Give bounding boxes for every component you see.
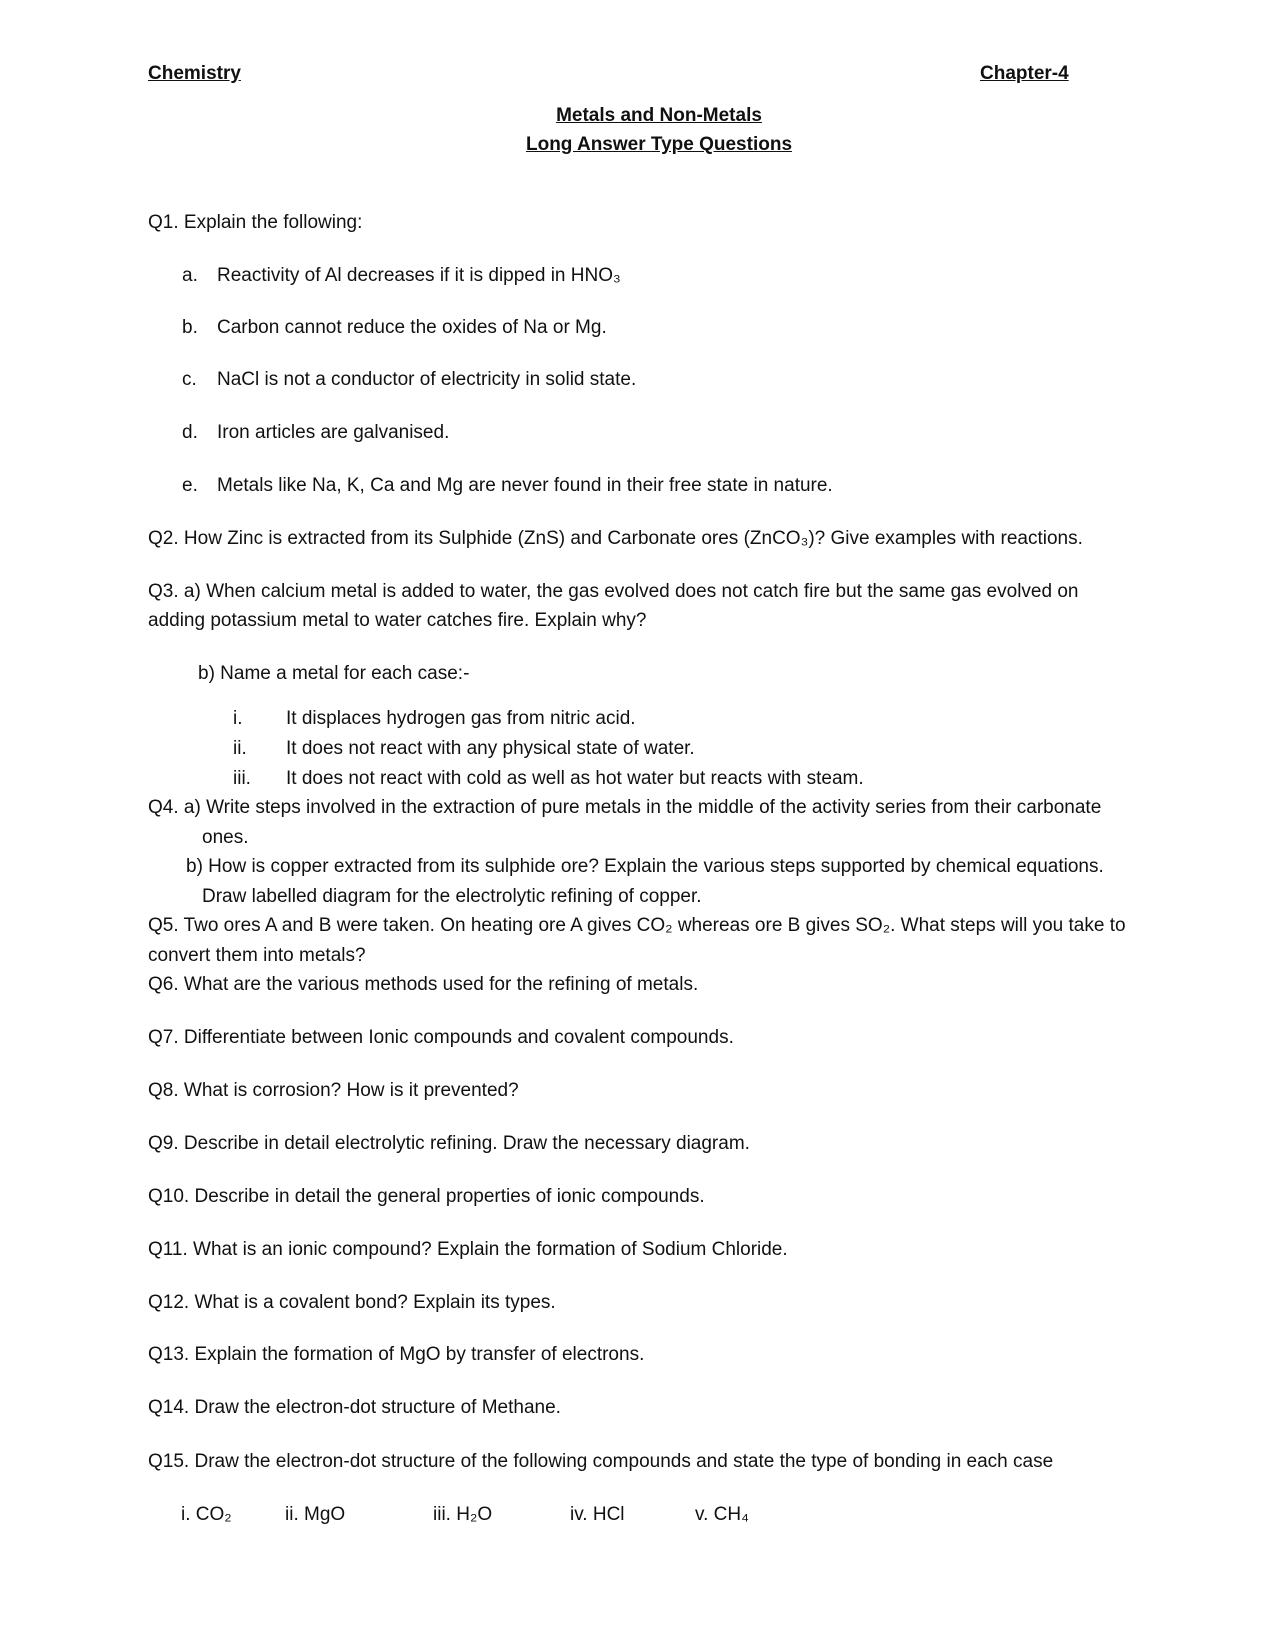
list-item: Reactivity of Al decreases if it is dipped in HNO₃ — [217, 265, 621, 286]
question-1: Q1. Explain the following: — [148, 212, 363, 233]
question-7: Q7. Differentiate between Ionic compounds and covalent compounds. — [148, 1027, 734, 1048]
question-4a-line2: ones. — [202, 827, 249, 848]
question-15: Q15. Draw the electron-dot structure of the following compounds and state the type of bonding in each case — [148, 1451, 1054, 1472]
option-item: iv. HCl — [570, 1504, 625, 1525]
question-3a-line2: adding potassium metal to water catches fire. Explain why? — [148, 610, 647, 631]
question-14: Q14. Draw the electron-dot structure of Methane. — [148, 1397, 561, 1418]
option-item: v. CH₄ — [695, 1504, 749, 1525]
question-11: Q11. What is an ionic compound? Explain the formation of Sodium Chloride. — [148, 1239, 788, 1260]
question-3b: b) Name a metal for each case:- — [198, 663, 470, 684]
list-item: It displaces hydrogen gas from nitric acid. — [286, 708, 636, 729]
list-marker: i. — [233, 708, 243, 729]
question-9: Q9. Describe in detail electrolytic refining. Draw the necessary diagram. — [148, 1133, 750, 1154]
page-subtitle: Long Answer Type Questions — [525, 134, 793, 155]
option-item: i. CO₂ — [181, 1504, 232, 1525]
list-item: NaCl is not a conductor of electricity in solid state. — [217, 369, 637, 390]
option-item: ii. MgO — [285, 1504, 346, 1525]
list-marker: ii. — [233, 738, 247, 759]
option-item: iii. H₂O — [433, 1504, 493, 1525]
question-2: Q2. How Zinc is extracted from its Sulphide (ZnS) and Carbonate ores (ZnCO₃)? Give examples with reactions. — [148, 528, 1083, 549]
list-marker: b. — [182, 317, 198, 338]
question-8: Q8. What is corrosion? How is it prevented? — [148, 1080, 519, 1101]
list-item: Iron articles are galvanised. — [217, 422, 450, 443]
question-10: Q10. Describe in detail the general properties of ionic compounds. — [148, 1186, 705, 1207]
question-3a-line1: Q3. a) When calcium metal is added to water, the gas evolved does not catch fire but the same gas evolved on — [148, 581, 1079, 602]
list-marker: a. — [182, 265, 198, 286]
question-4b-line1: b) How is copper extracted from its sulphide ore? Explain the various steps supported by chemical equations. — [186, 856, 1104, 877]
list-marker: iii. — [233, 768, 251, 789]
chapter-heading: Chapter-4 — [980, 63, 1069, 84]
subject-heading: Chemistry — [148, 63, 241, 84]
list-item: It does not react with any physical state of water. — [286, 738, 695, 759]
list-marker: e. — [182, 475, 198, 496]
list-marker: c. — [182, 369, 197, 390]
question-12: Q12. What is a covalent bond? Explain its types. — [148, 1292, 556, 1313]
list-item: Carbon cannot reduce the oxides of Na or Mg. — [217, 317, 607, 338]
list-item: Metals like Na, K, Ca and Mg are never found in their free state in nature. — [217, 475, 833, 496]
list-marker: d. — [182, 422, 198, 443]
page-title: Metals and Non-Metals — [556, 105, 762, 126]
question-5-line2: convert them into metals? — [148, 945, 366, 966]
question-6: Q6. What are the various methods used for the refining of metals. — [148, 974, 699, 995]
question-13: Q13. Explain the formation of MgO by transfer of electrons. — [148, 1344, 645, 1365]
question-4a-line1: Q4. a) Write steps involved in the extraction of pure metals in the middle of the activity series from their carbonate — [148, 797, 1102, 818]
question-5-line1: Q5. Two ores A and B were taken. On heating ore A gives CO₂ whereas ore B gives SO₂. What steps will you take to — [148, 915, 1126, 936]
question-4b-line2: Draw labelled diagram for the electrolytic refining of copper. — [202, 886, 702, 907]
list-item: It does not react with cold as well as hot water but reacts with steam. — [286, 768, 864, 789]
